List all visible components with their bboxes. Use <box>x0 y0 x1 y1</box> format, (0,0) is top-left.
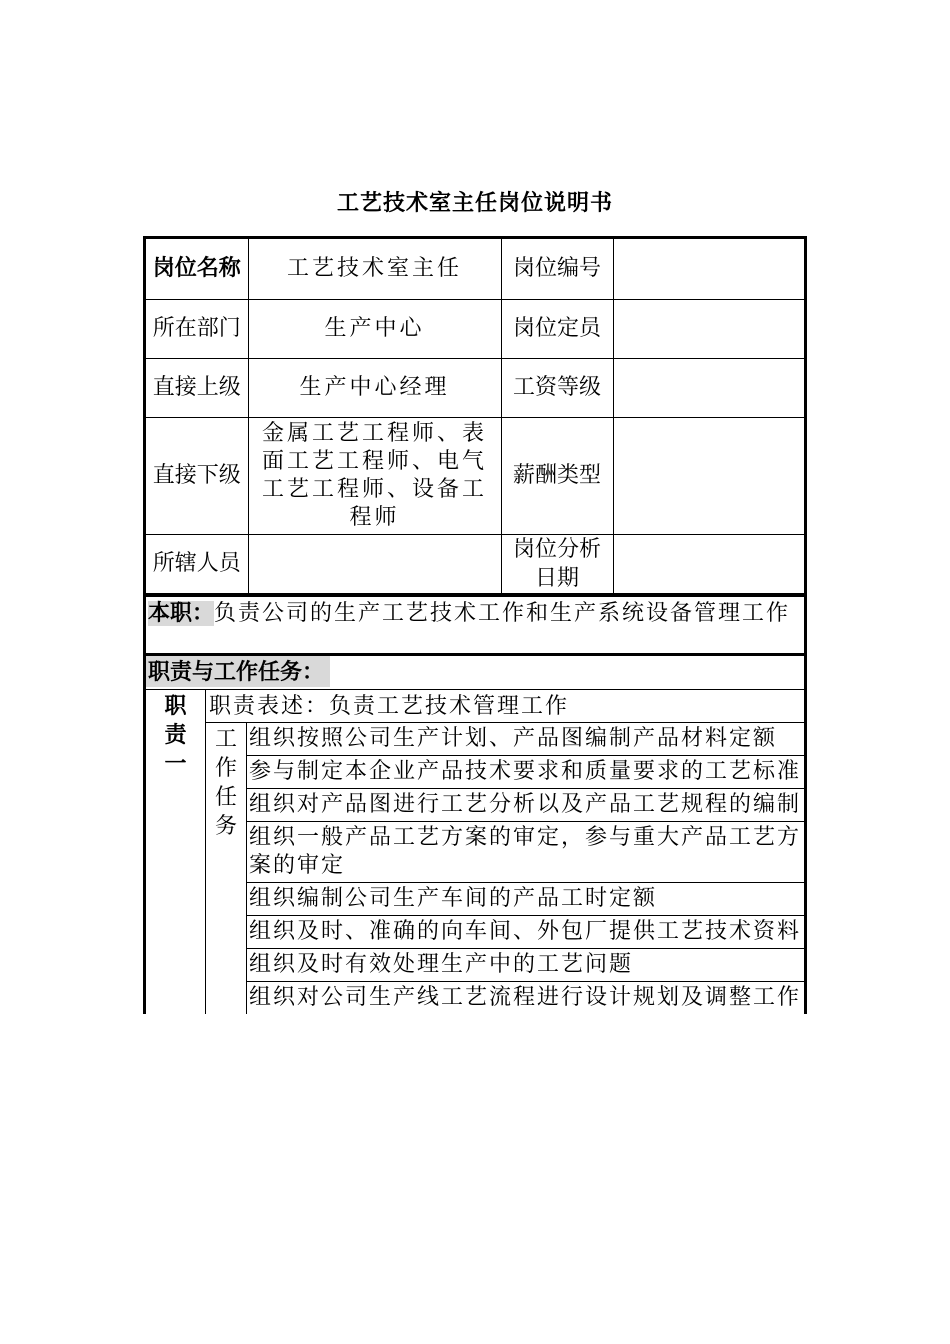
label-staff: 所辖人员 <box>146 534 248 593</box>
info-row-staff <box>146 534 804 593</box>
value-salary-grade <box>613 358 804 417</box>
info-row-position-name <box>146 239 804 299</box>
info-row-superior <box>146 358 804 417</box>
duty-one-block <box>146 689 804 1014</box>
task-item: 组织对公司生产线工艺流程进行设计规划及调整工作 <box>249 984 802 1010</box>
task-item: 组织及时有效处理生产中的工艺问题 <box>247 949 804 982</box>
value-subordinates: 金属工艺工程师、表面工艺工程师、电气工艺工程师、设备工程师 <box>248 417 501 534</box>
duty-one-body <box>206 690 804 1014</box>
value-analysis-date <box>613 534 804 593</box>
task-label: 工 作 任 务 <box>206 723 247 1014</box>
info-table <box>146 239 804 594</box>
label-subordinates: 直接下级 <box>146 417 248 534</box>
main-duty-text: 负责公司的生产工艺技术工作和生产系统设备管理工作 <box>214 600 791 626</box>
value-staff <box>248 534 501 593</box>
duties-header: 职责与工作任务： <box>146 656 330 687</box>
label-superior: 直接上级 <box>146 358 248 417</box>
info-row-subordinates <box>146 417 804 534</box>
value-superior: 生产中心经理 <box>248 358 501 417</box>
label-salary-grade: 工资等级 <box>501 358 613 417</box>
info-row-department <box>146 299 804 358</box>
value-headcount <box>613 299 804 358</box>
label-analysis-date: 岗位分析日期 <box>501 534 613 593</box>
task-list <box>247 723 804 1014</box>
value-position-name: 工艺技术室主任 <box>248 239 501 299</box>
value-pay-type <box>613 417 804 534</box>
job-description-form <box>143 236 807 1014</box>
label-headcount: 岗位定员 <box>501 299 613 358</box>
label-department: 所在部门 <box>146 299 248 358</box>
duty-one-label: 职 责 一 <box>146 690 206 1014</box>
task-item: 组织编制公司生产车间的产品工时定额 <box>247 883 804 916</box>
main-duty-label: 本职： <box>148 600 215 626</box>
label-pay-type: 薪酬类型 <box>501 417 613 534</box>
label-position-name: 岗位名称 <box>146 239 248 299</box>
task-item: 组织及时、准确的向车间、外包厂提供工艺技术资料 <box>247 916 804 949</box>
task-item: 组织一般产品工艺方案的审定，参与重大产品工艺方案的审定 <box>247 822 804 883</box>
duty-one-description: 职责表述：负责工艺技术管理工作 <box>206 690 804 723</box>
main-duty-section <box>146 594 804 653</box>
page-title: 工艺技术室主任岗位说明书 <box>336 191 613 216</box>
task-item: 组织对产品图进行工艺分析以及产品工艺规程的编制 <box>247 789 804 822</box>
label-position-code: 岗位编号 <box>501 239 613 299</box>
task-item: 组织按照公司生产计划、产品图编制产品材料定额 <box>247 723 804 756</box>
task-item: 参与制定本企业产品技术要求和质量要求的工艺标准 <box>247 756 804 789</box>
task-section <box>206 723 804 1014</box>
value-position-code <box>613 239 804 299</box>
value-department: 生产中心 <box>248 299 501 358</box>
duties-header-section <box>146 653 804 689</box>
